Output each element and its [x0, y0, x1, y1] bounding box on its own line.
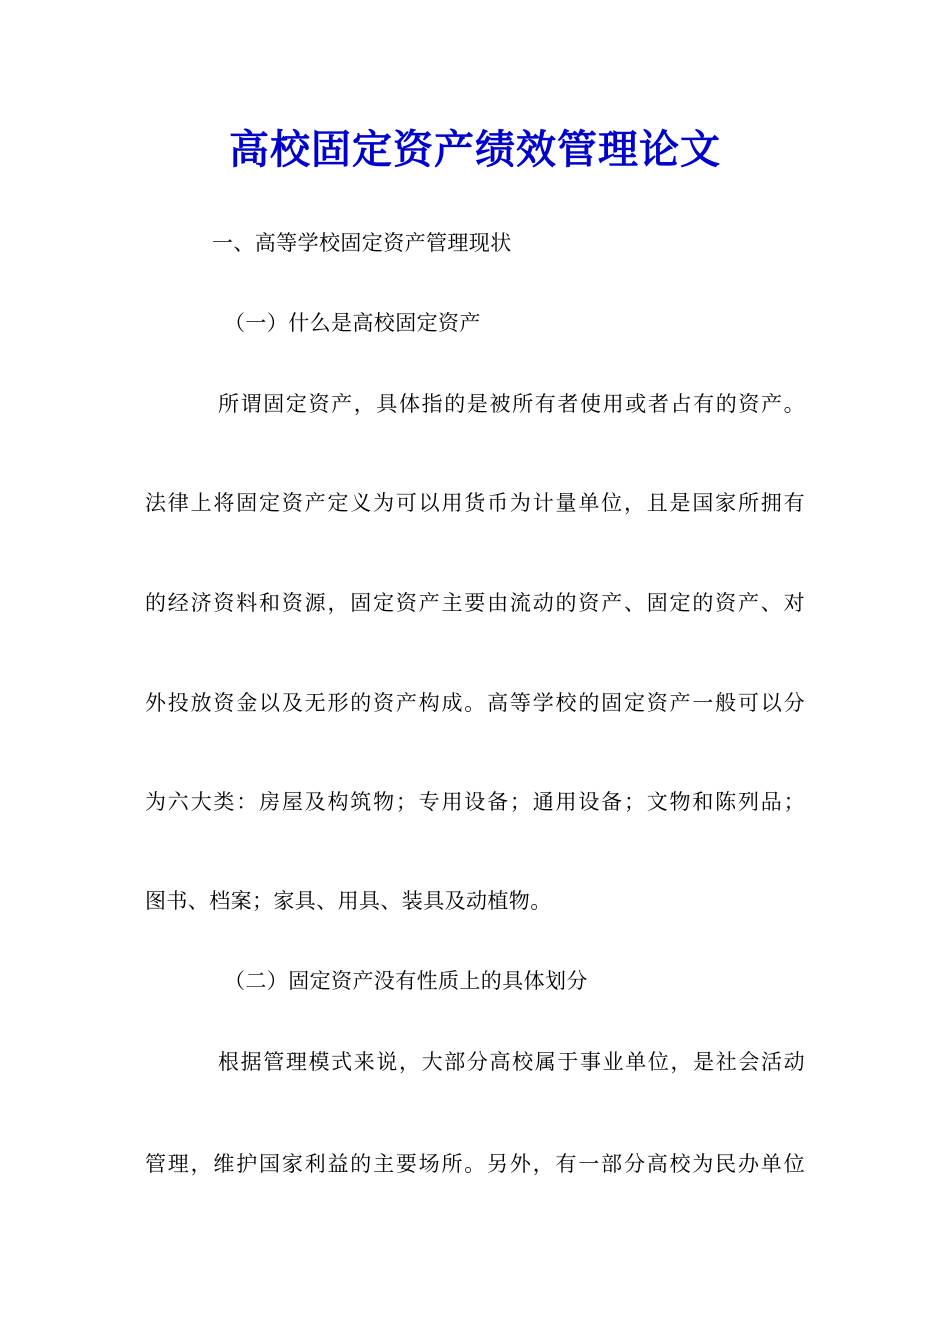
- subsection-heading-2: （二）固定资产没有性质上的具体划分: [224, 969, 588, 993]
- paragraph-line: 法律上将固定资产定义为可以用货币为计量单位，且是国家所拥有: [145, 491, 805, 515]
- paragraph-line: 管理，维护国家利益的主要场所。另外，有一部分高校为民办单位: [145, 1152, 805, 1176]
- section-heading-1: 一、高等学校固定资产管理现状: [212, 231, 512, 255]
- paragraph-line: 为六大类：房屋及构筑物；专用设备；通用设备；文物和陈列品；: [145, 790, 805, 814]
- paragraph-line: 的经济资料和资源，固定资产主要由流动的资产、固定的资产、对: [145, 591, 805, 615]
- paragraph-line: 图书、档案；家具、用具、装具及动植物。: [145, 889, 552, 913]
- paragraph-line: 根据管理模式来说，大部分高校属于事业单位，是社会活动: [218, 1050, 805, 1074]
- subsection-heading-1: （一）什么是高校固定资产: [224, 311, 481, 335]
- document-title: 高校固定资产绩效管理论文: [229, 126, 721, 173]
- paragraph-line: 所谓固定资产，具体指的是被所有者使用或者占有的资产。: [218, 392, 805, 416]
- paragraph-line: 外投放资金以及无形的资产构成。高等学校的固定资产一般可以分: [145, 691, 805, 715]
